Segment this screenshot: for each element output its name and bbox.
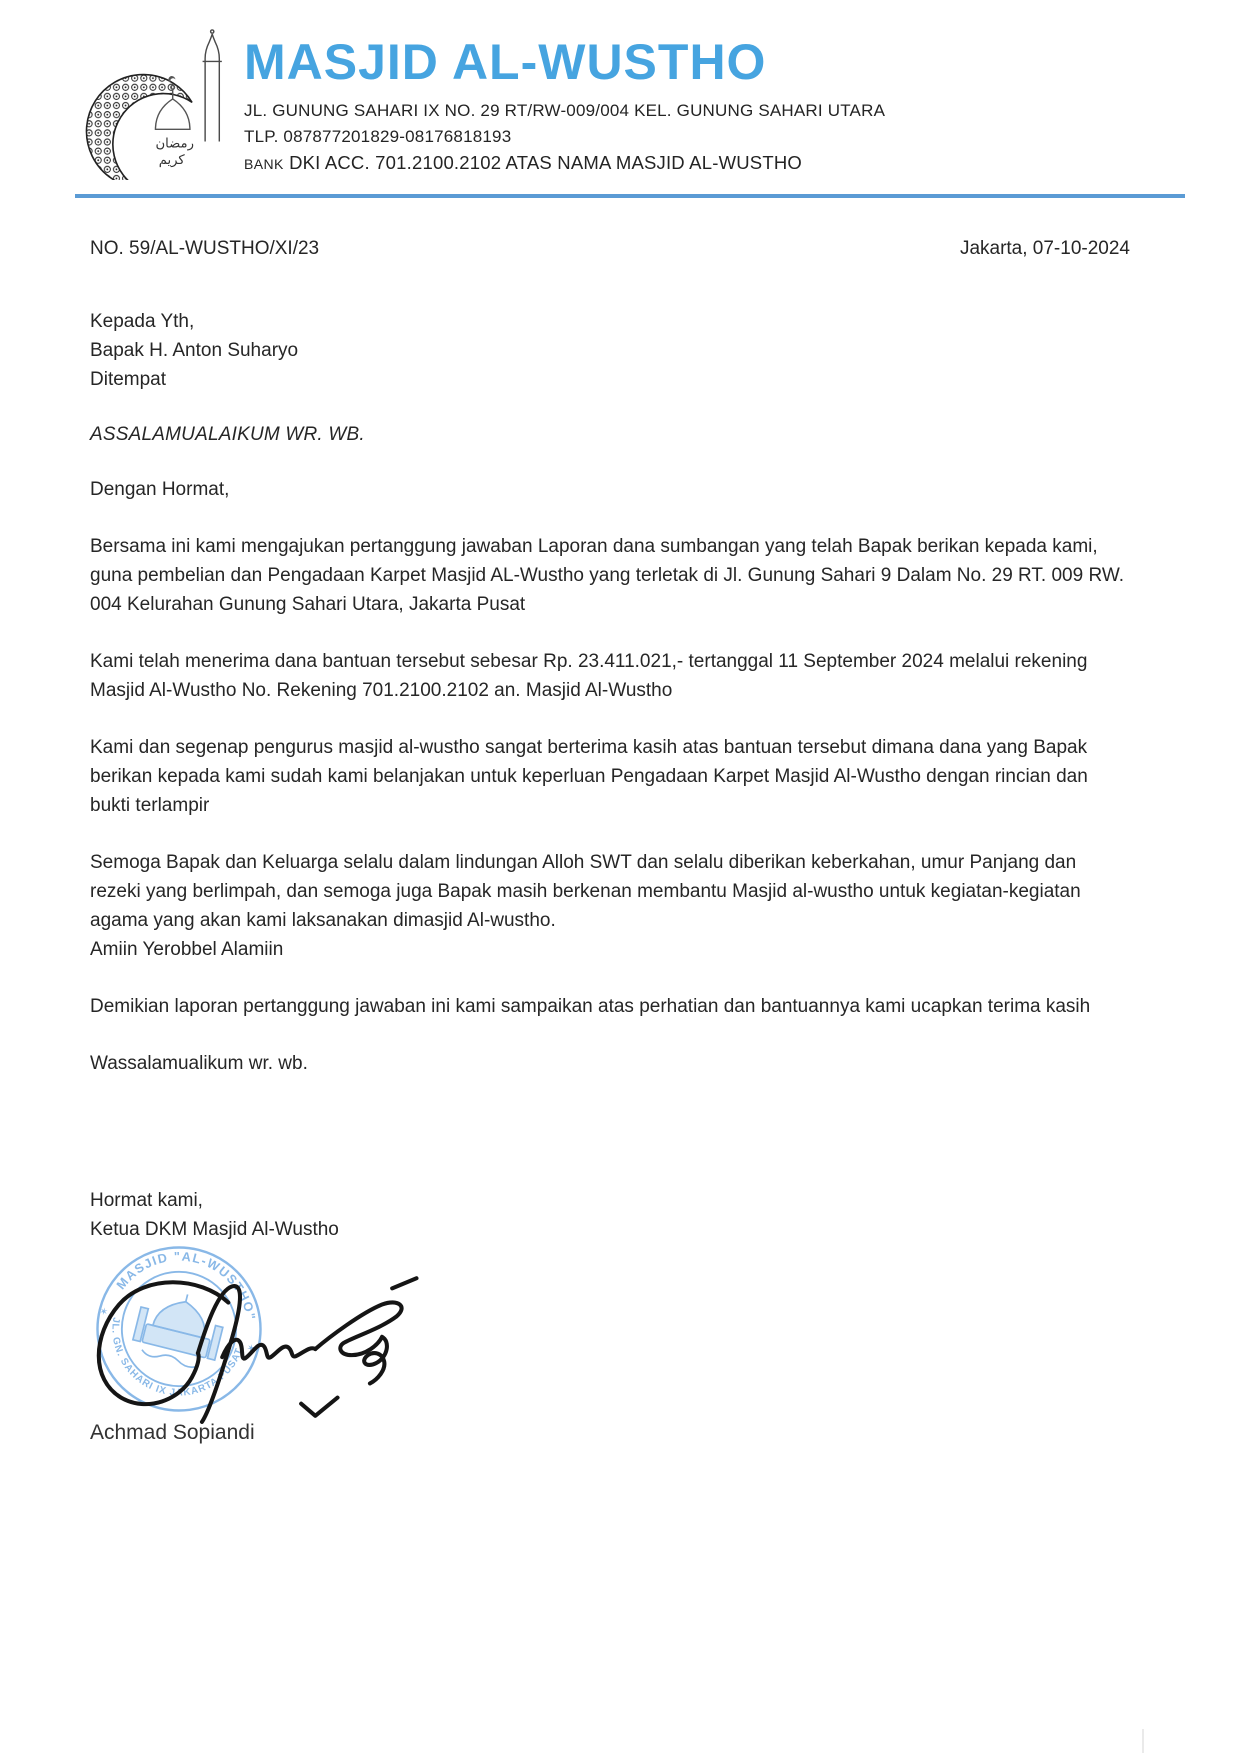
stamp-arc-bottom-text: JL. GN. SAHARI IX JAKARTA PUSAT [109,1316,246,1399]
letter-paragraph-4: Semoga Bapak dan Keluarga selalu dalam lindungan Alloh SWT dan selalu diberikan keberkahan, umur Panjang dan rezeki yang berlimpah, dan semoga juga Bapak masih berkenan membantu Masjid al-wustho untuk kegiatan-kegiatan agama yang akan kami laksanakan dimasjid Al-wustho. [90,852,1081,931]
header-divider [75,194,1185,198]
letter-paragraph-amiin: Amiin Yerobbel Alamiin [90,939,284,960]
islamic-closing: Wassalamualikum wr. wb. [90,1053,308,1074]
handwritten-signature [74,1260,419,1441]
greeting: Dengan Hormat, [90,479,230,500]
bank-account-detail: DKI ACC. 701.2100.2102 ATAS NAMA MASJID AL-WUSTHO [283,152,802,173]
signer-title: Ketua DKM Masjid Al-Wustho [90,1219,339,1240]
signature-area [90,1242,1130,1418]
stamp-star-left-icon: ✶ [98,1306,110,1319]
letter-paragraph-2: Kami telah menerima dana bantuan tersebut sebesar Rp. 23.411.021,- tertanggal 11 September 2024 melalui rekening Masjid Al-Wustho No. Rekening 701.2100.2102 an. Masjid Al-Wustho [90,651,1088,701]
letterhead-text [244,28,885,180]
svg-text:كريم: كريم [158,152,185,168]
recipient-block [90,307,1130,394]
org-name: MASJID AL-WUSTHO [244,34,767,90]
letterhead-phone: TLP. 087877201829-08176818193 [244,127,512,146]
closing-salutation: Hormat kami, [90,1190,203,1211]
islamic-greeting: ASSALAMUALAIKUM WR. WB. [90,424,365,445]
letter-paragraph-3: Kami dan segenap pengurus masjid al-wustho sangat berterima kasih atas bantuan tersebut dimana dana yang Bapak berikan kepada kami sudah kami belanjakan untuk keperluan Pengadaan Karpet Masjid Al-Wustho dengan rincian dan bukti terlampir [90,737,1088,816]
crescent-mosque-logo-icon [84,28,232,180]
letter-meta-row [90,234,1130,263]
recipient-salutation: Kepada Yth, [90,311,195,332]
stamp-star-right-icon: ✶ [245,1342,257,1356]
stamp-arc-top-text: MASJID "AL-WUSTHO" [113,1249,258,1322]
letter-paragraph-1: Bersama ini kami mengajukan pertanggung jawaban Laporan dana sumbangan yang telah Bapak berikan kepada kami, guna pembelian dan Pengadaan Karpet Masjid AL-Wustho yang terletak di Jl. Gunung Sahari 9 Dalam No. 29 RT. 009 RW. 004 Kelurahan Gunung Sahari Utara, Jakarta Pusat [90,536,1125,615]
letter-place-date: Jakarta, 07-10-2024 [959,238,1130,259]
recipient-name: Bapak H. Anton Suharyo [90,340,299,361]
letterhead [0,0,1240,180]
svg-text:رمضان: رمضان [155,136,194,152]
letterhead-bank-account [244,150,885,177]
scan-artifact [1142,1729,1144,1753]
letter-ref-number: NO. 59/AL-WUSTHO/XI/23 [90,238,320,259]
recipient-address: Ditempat [90,369,167,390]
letter-paragraph-closing-statement: Demikian laporan pertanggung jawaban ini kami sampaikan atas perhatian dan bantuannya kami ucapkan terima kasih [90,996,1091,1017]
bank-label: BANK [244,156,284,172]
letterhead-address: JL. GUNUNG SAHARI IX NO. 29 RT/RW-009/004 KEL. GUNUNG SAHARI UTARA [244,101,886,120]
letter-body [90,234,1130,1447]
signer-name: Achmad Sopiandi [90,1421,255,1444]
closing-block [90,1186,1130,1447]
